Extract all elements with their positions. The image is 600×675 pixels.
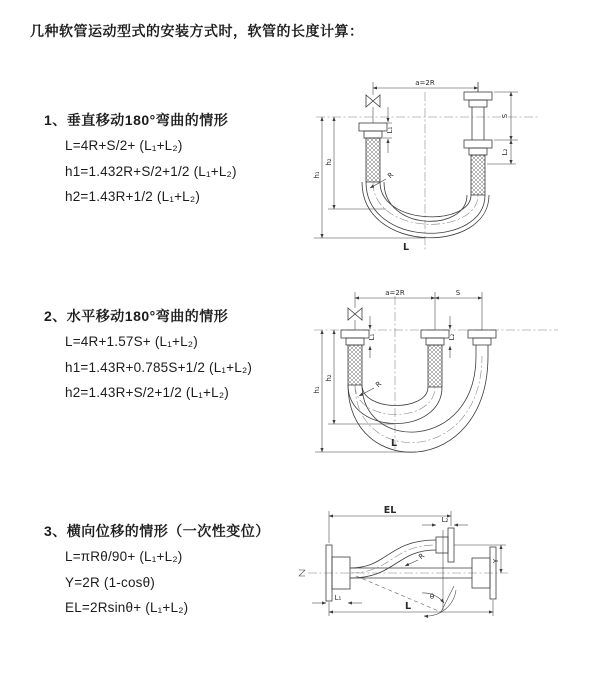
valve-icon [348, 292, 362, 330]
formula-line: h1=1.43R+0.785S+1/2 (L₁+L₂) [65, 359, 253, 375]
dimension-l2 [448, 316, 456, 358]
diagram-lateral-displacement [296, 498, 596, 646]
dimension-h1 [313, 330, 416, 452]
section-horizontal-180 [44, 304, 252, 406]
formula-line: h1=1.432R+S/2+1/2 (L₁+L₂) [65, 163, 237, 179]
dim-a-label: a=2R [415, 79, 435, 87]
hose-u-bend [362, 182, 489, 238]
formula-line: h2=1.43R+1/2 (L₁+L₂) [65, 189, 201, 205]
dimension-l1 [368, 316, 376, 358]
axis-break-mark [299, 570, 305, 576]
dim-el-label: EL [383, 505, 397, 516]
formula-line: EL=2Rsinθ+ (L₁+L₂) [65, 600, 189, 616]
left-flange [359, 123, 387, 138]
dimension-s [435, 289, 482, 298]
formula-line: h2=1.43R+S/2+1/2 (L₁+L₂) [65, 385, 229, 401]
radius-label: R [386, 170, 396, 181]
dim-l-label: L [404, 601, 412, 612]
dim-l2-label: L₂ [448, 333, 456, 341]
dim-l2-label: L₂ [501, 148, 509, 156]
right-union-lower [464, 140, 492, 155]
formula-line: L=4R+1.57S+ (L₁+L₂) [65, 334, 198, 350]
dim-a-label: a=2R [385, 289, 405, 297]
dim-h1-label: h₁ [313, 386, 321, 394]
dim-h2-label: h₂ [325, 158, 333, 166]
section-lateral-displacement [44, 519, 270, 621]
formula-line: L=πRθ/90+ (L₁+L₂) [65, 549, 183, 565]
section-heading: 3、横向位移的情形（一次性变位） [44, 523, 270, 539]
radius-label: R [417, 551, 427, 562]
section-heading: 2、水平移动180°弯曲的情形 [44, 308, 229, 324]
diagram-vertical-180-u-bend [308, 76, 548, 254]
raised-flange [436, 528, 454, 562]
page-title: 几种软管运动型式的安装方式时，软管的长度计算： [30, 23, 364, 39]
braided-hose-middle [428, 345, 442, 387]
centerlines [299, 570, 508, 576]
radius-label: R [374, 379, 384, 390]
dim-l1-label: L₁ [334, 594, 342, 602]
formula-line: Y=2R (1-cosθ) [65, 574, 156, 590]
dim-y-label: Y [492, 558, 500, 564]
theta-label: θ [429, 593, 435, 601]
dim-l1-label: L₁ [386, 126, 394, 134]
braided-hose-right [471, 155, 485, 195]
hose-u-bend [348, 356, 488, 452]
middle-flange [421, 330, 449, 345]
dim-h1-label: h₁ [313, 171, 321, 179]
left-flange [341, 330, 369, 345]
radius-callout [405, 552, 426, 566]
formula-line: L=4R+S/2+ (L₁+L₂) [65, 138, 183, 154]
right-flange [468, 330, 496, 356]
dimension-el [329, 505, 451, 543]
dimension-l2 [487, 140, 516, 164]
dimension-a-2r [373, 79, 478, 92]
dim-s-label: S [501, 113, 509, 119]
braided-hose-left [366, 138, 380, 182]
right-union-upper [464, 82, 492, 140]
dimension-y [454, 545, 506, 573]
dim-s-label: S [455, 289, 461, 297]
dim-l1-label: L₁ [368, 333, 376, 341]
section-heading: 1、垂直移动180°弯曲的情形 [44, 112, 229, 128]
dimension-s [494, 92, 518, 140]
dimension-l [329, 600, 493, 616]
length-label: L [402, 242, 410, 253]
dimension-l1 [312, 594, 362, 603]
dimension-l2 [422, 516, 468, 525]
dim-l2-label: L₂ [441, 516, 449, 524]
diagram-horizontal-180-u-bend [308, 284, 563, 456]
section-vertical-180 [44, 108, 237, 210]
braided-hose-left [348, 345, 362, 385]
dim-h2-label: h₂ [325, 374, 333, 382]
length-label: L [390, 438, 398, 449]
dimension-l1 [383, 107, 394, 153]
dimension-a-2r [355, 289, 482, 330]
